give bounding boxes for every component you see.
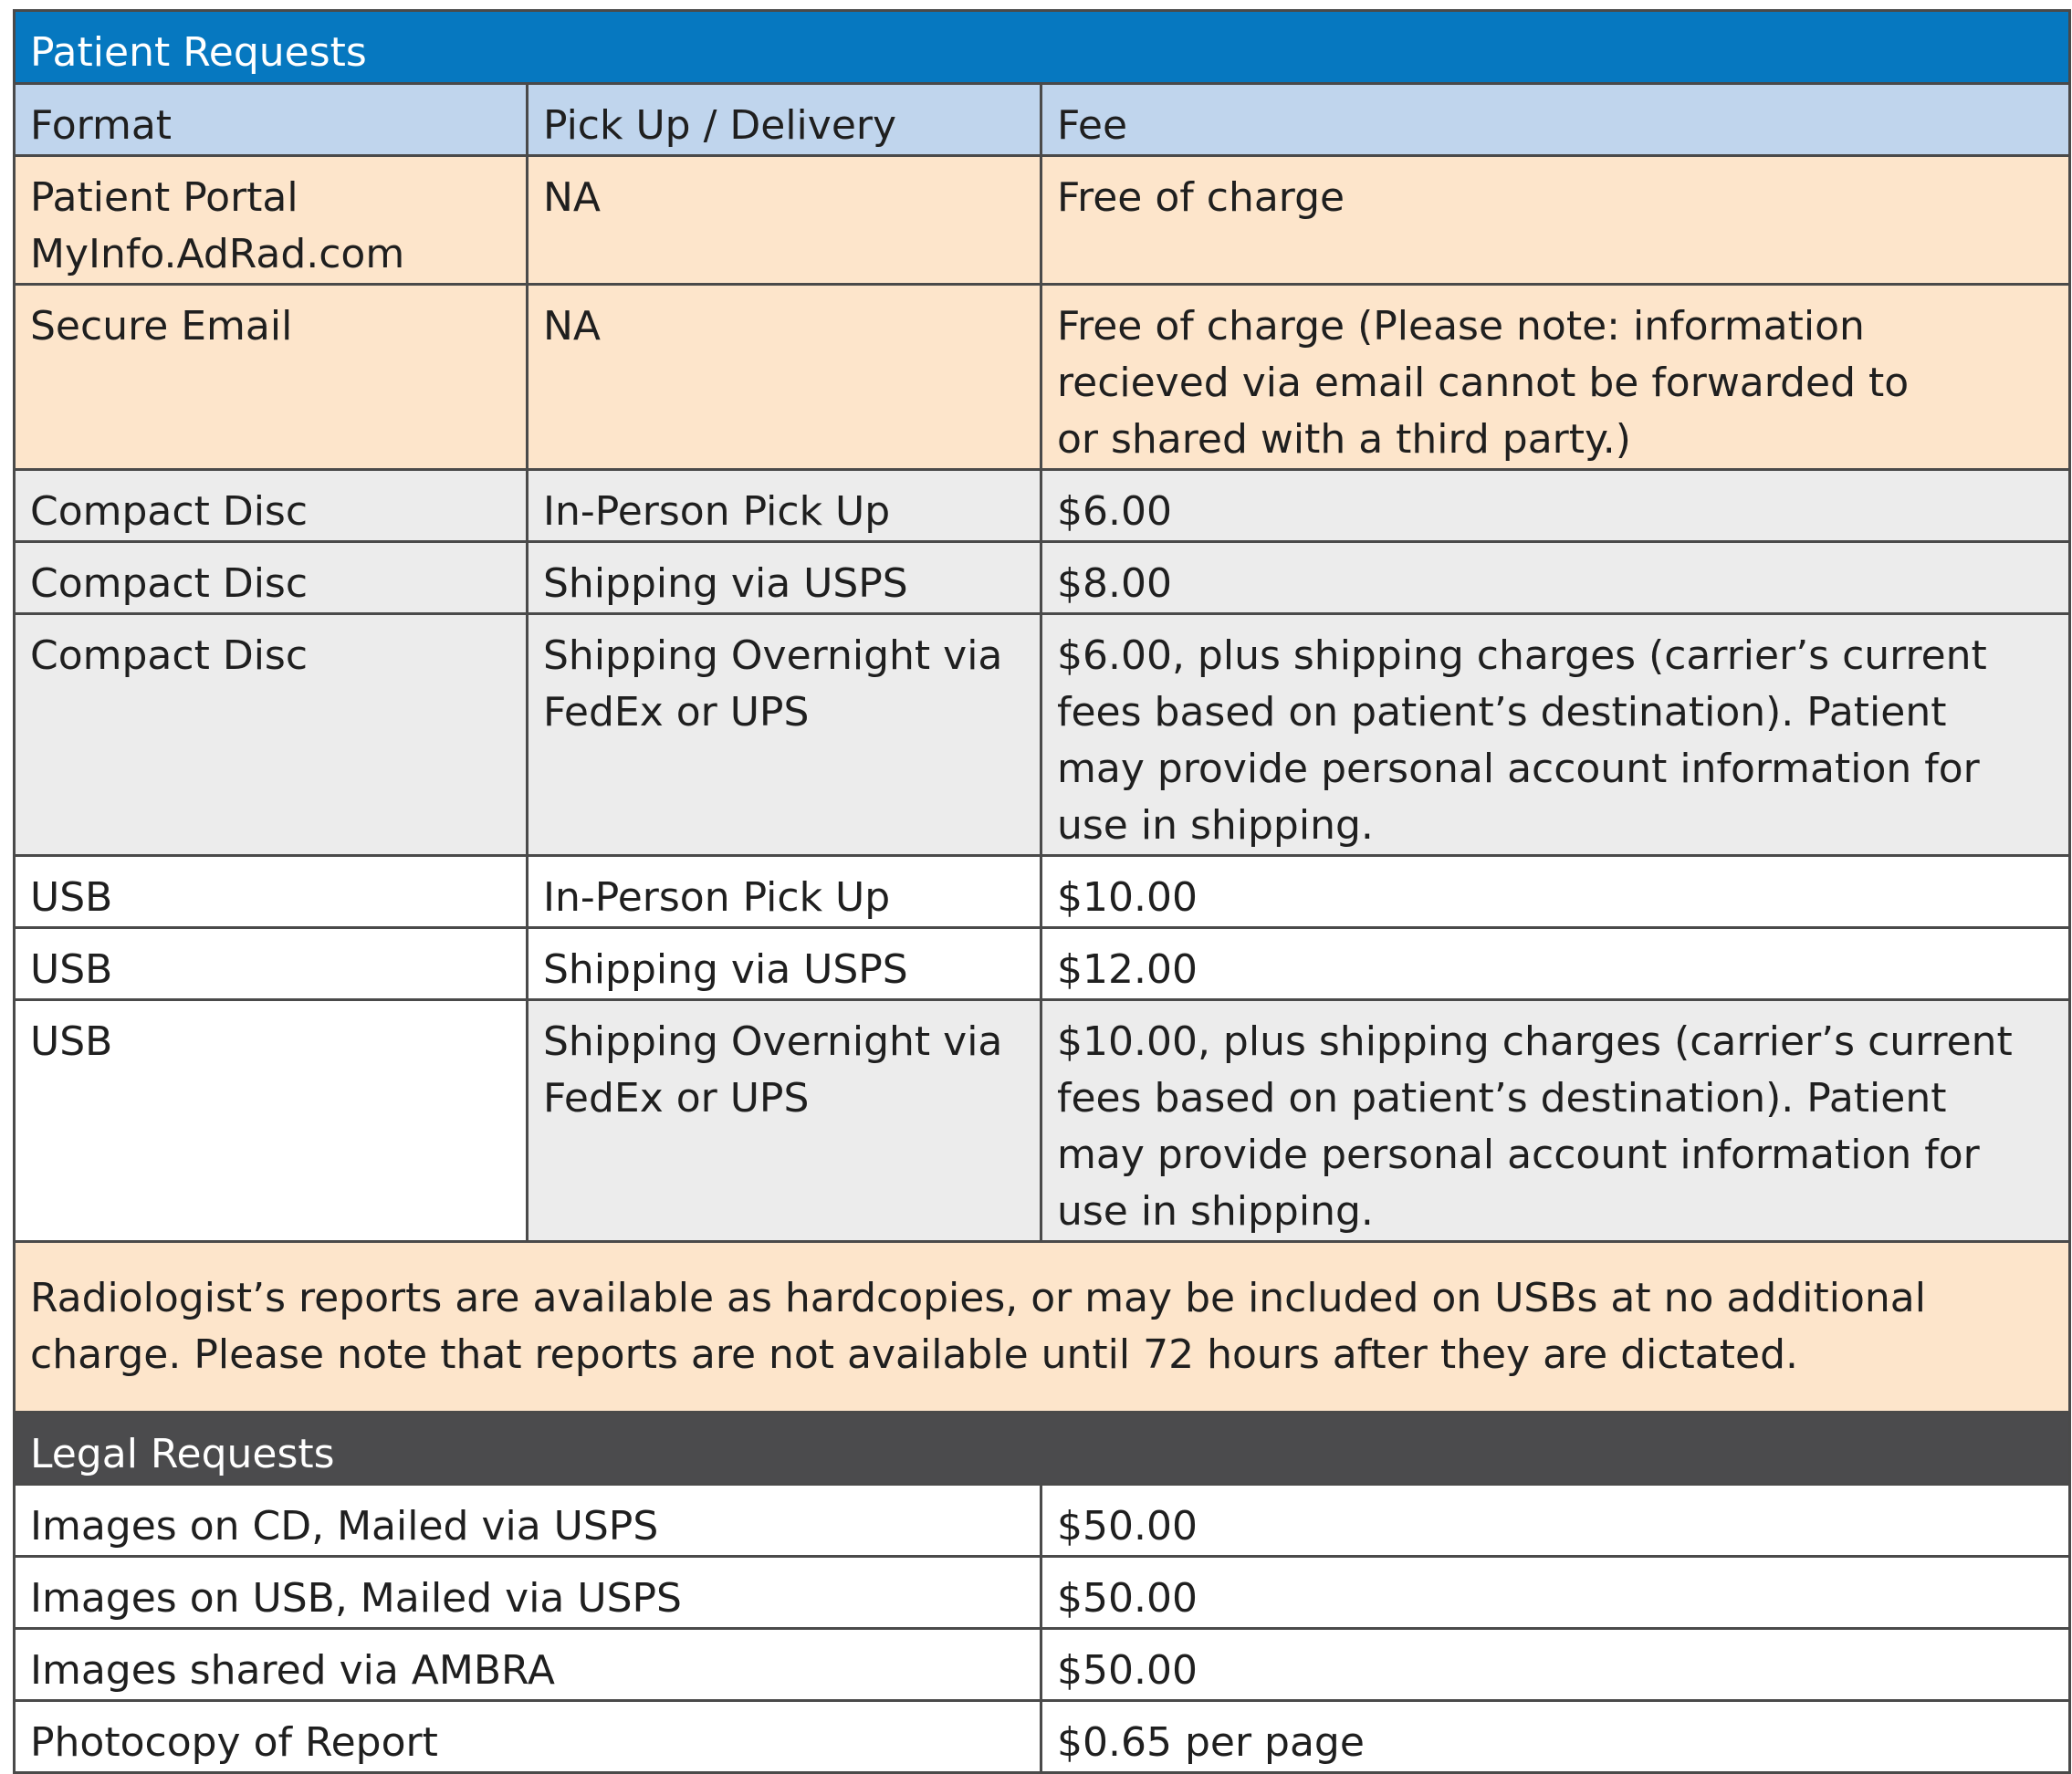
fee-cell: $6.00, plus shipping charges (carrier’s current fees based on patient’s destination). Patient may provide personal account information for use in shipping.: [1041, 614, 2070, 856]
table-row: [15, 470, 2070, 542]
table-row: [15, 156, 2070, 285]
format-cell: Compact Disc: [15, 470, 528, 542]
table-row: [15, 285, 2070, 470]
table-row: [15, 1557, 2070, 1629]
delivery-cell: In-Person Pick Up: [528, 470, 1041, 542]
legal-fee-cell: $50.00: [1041, 1485, 2070, 1557]
fee-table: [13, 9, 2071, 1774]
legal-fee-cell: $50.00: [1041, 1629, 2070, 1701]
table-row: [15, 1485, 2070, 1557]
fee-cell: Free of charge: [1041, 156, 2070, 285]
column-header-format: Format: [15, 84, 528, 156]
delivery-cell: Shipping via USPS: [528, 542, 1041, 614]
table-row: [15, 1701, 2070, 1773]
reports-note: Radiologist’s reports are available as hardcopies, or may be included on USBs at no additional charge. Please note that reports are not available until 72 hours after they are dictated.: [15, 1242, 2070, 1413]
legal-item-cell: Images shared via AMBRA: [15, 1629, 1041, 1701]
table-row: [15, 928, 2070, 1000]
fee-cell: $8.00: [1041, 542, 2070, 614]
delivery-cell: Shipping via USPS: [528, 928, 1041, 1000]
format-cell: Compact Disc: [15, 542, 528, 614]
patient-requests-title: Patient Requests: [15, 11, 2070, 84]
legal-item-cell: Images on CD, Mailed via USPS: [15, 1485, 1041, 1557]
format-cell: USB: [15, 1000, 528, 1242]
delivery-cell: Shipping Overnight via FedEx or UPS: [528, 614, 1041, 856]
legal-fee-cell: $50.00: [1041, 1557, 2070, 1629]
format-cell: USB: [15, 928, 528, 1000]
table-row: [15, 542, 2070, 614]
legal-requests-header-row: [15, 1413, 2070, 1485]
format-cell: Secure Email: [15, 285, 528, 470]
column-header-delivery: Pick Up / Delivery: [528, 84, 1041, 156]
fee-cell: $6.00: [1041, 470, 2070, 542]
table-row: [15, 614, 2070, 856]
table-row: [15, 1629, 2070, 1701]
legal-item-cell: Photocopy of Report: [15, 1701, 1041, 1773]
delivery-cell: Shipping Overnight via FedEx or UPS: [528, 1000, 1041, 1242]
legal-requests-title: Legal Requests: [15, 1413, 2070, 1485]
fee-cell: $12.00: [1041, 928, 2070, 1000]
format-cell: Patient Portal MyInfo.AdRad.com: [15, 156, 528, 285]
reports-note-row: [15, 1242, 2070, 1413]
column-header-row: [15, 84, 2070, 156]
patient-requests-header-row: [15, 11, 2070, 84]
format-cell: Compact Disc: [15, 614, 528, 856]
delivery-cell: NA: [528, 285, 1041, 470]
fee-cell: $10.00, plus shipping charges (carrier’s current fees based on patient’s destination). Patient may provide personal account information for use in shipping.: [1041, 1000, 2070, 1242]
column-header-fee: Fee: [1041, 84, 2070, 156]
table-row: [15, 1000, 2070, 1242]
legal-fee-cell: $0.65 per page: [1041, 1701, 2070, 1773]
delivery-cell: NA: [528, 156, 1041, 285]
fee-cell: Free of charge (Please note: information recieved via email cannot be forwarded to or shared with a third party.): [1041, 285, 2070, 470]
table-row: [15, 856, 2070, 928]
delivery-cell: In-Person Pick Up: [528, 856, 1041, 928]
format-cell: USB: [15, 856, 528, 928]
fee-cell: $10.00: [1041, 856, 2070, 928]
legal-item-cell: Images on USB, Mailed via USPS: [15, 1557, 1041, 1629]
